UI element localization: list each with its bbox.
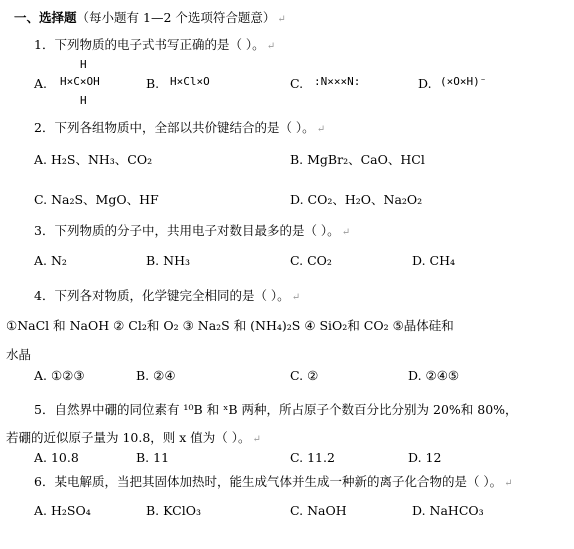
return-mark-icon: ↵: [504, 478, 513, 489]
q2-option-b: B. MgBr₂、CaO、HCl: [290, 152, 425, 167]
question-6-stem: 6．某电解质，当把其固体加热时，能生成气体并生成一种新的离子化合物的是（ ）。 ↵: [34, 474, 513, 489]
q2-option-d: D. CO₂、H₂O、Na₂O₂: [290, 192, 423, 207]
q1-option-a-label: A.: [34, 76, 48, 91]
return-mark-icon: ↵: [277, 14, 286, 25]
q3-option-a: A. N₂: [34, 253, 67, 268]
q1-a-formula: H×C×OH: [60, 75, 100, 88]
section-heading: [14, 8, 286, 26]
q2-option-a: A. H₂S、NH₃、CO₂: [34, 152, 153, 167]
question-5-stem-cont: 若硼的近似原子量为 10.8，则 x 值为（ ）。 ↵: [6, 430, 261, 445]
question-4-stem: 4．下列各对物质，化学键完全相同的是（ ）。 ↵: [34, 288, 301, 303]
return-mark-icon: ↵: [291, 292, 301, 303]
q4-option-c: C. ②: [290, 368, 319, 383]
return-mark-icon: ↵: [266, 41, 276, 52]
q1-d-formula: (×O×H)⁻: [440, 75, 487, 88]
q1-option-d-label: D.: [418, 76, 432, 91]
q4-option-a: A. ①②③: [34, 368, 85, 383]
q2-option-c: C. Na₂S、MgO、HF: [34, 192, 159, 207]
question-5-stem: 5．自然界中硼的同位素有 ¹⁰B 和 ˣB 两种，所占原子个数百分比分别为 20%和 80%，: [34, 402, 518, 417]
q5-option-a: A. 10.8: [34, 450, 79, 465]
q3-option-b: B. NH₃: [146, 253, 190, 268]
q4-items-cont: 水晶: [6, 347, 32, 362]
q4-option-b: B. ②④: [136, 368, 176, 383]
q3-option-c: C. CO₂: [290, 253, 332, 268]
q1-option-b-label: B.: [146, 76, 160, 91]
question-1-stem: 1．下列物质的电子式书写正确的是（ ）。 ↵: [34, 37, 276, 52]
q3-option-d: D. CH₄: [412, 253, 455, 268]
return-mark-icon: ↵: [252, 434, 261, 445]
q1-b-formula: H×Cl×O: [170, 75, 210, 88]
q6-option-a: A. H₂SO₄: [34, 503, 91, 518]
q6-option-d: D. NaHCO₃: [412, 503, 484, 518]
section-title: 一、选择题: [14, 10, 77, 25]
q1-a-top-h: H: [80, 58, 87, 71]
q1-c-formula: :N×××N:: [314, 75, 361, 88]
q1-option-c-label: C.: [290, 76, 304, 91]
question-3-stem: 3．下列物质的分子中，共用电子对数目最多的是（ ）。 ↵: [34, 223, 351, 238]
q4-items: ①NaCl 和 NaOH ② Cl₂和 O₂ ③ Na₂S 和 (NH₄)₂S ④ SiO₂和 CO₂ ⑤晶体硅和: [6, 318, 454, 333]
q1-a-bottom-h: H: [80, 94, 87, 107]
section-note: （每小题有 1—2 个选项符合题意）: [76, 10, 276, 25]
question-2-stem: 2．下列各组物质中，全部以共价键结合的是（ ）。 ↵: [34, 120, 326, 135]
q5-option-b: B. 11: [136, 450, 170, 465]
return-mark-icon: ↵: [316, 124, 326, 135]
q5-option-d: D. 12: [408, 450, 442, 465]
return-mark-icon: ↵: [341, 227, 351, 238]
q5-option-c: C. 11.2: [290, 450, 335, 465]
q6-option-b: B. KClO₃: [146, 503, 201, 518]
q4-option-d: D. ②④⑤: [408, 368, 460, 383]
q6-option-c: C. NaOH: [290, 503, 347, 518]
